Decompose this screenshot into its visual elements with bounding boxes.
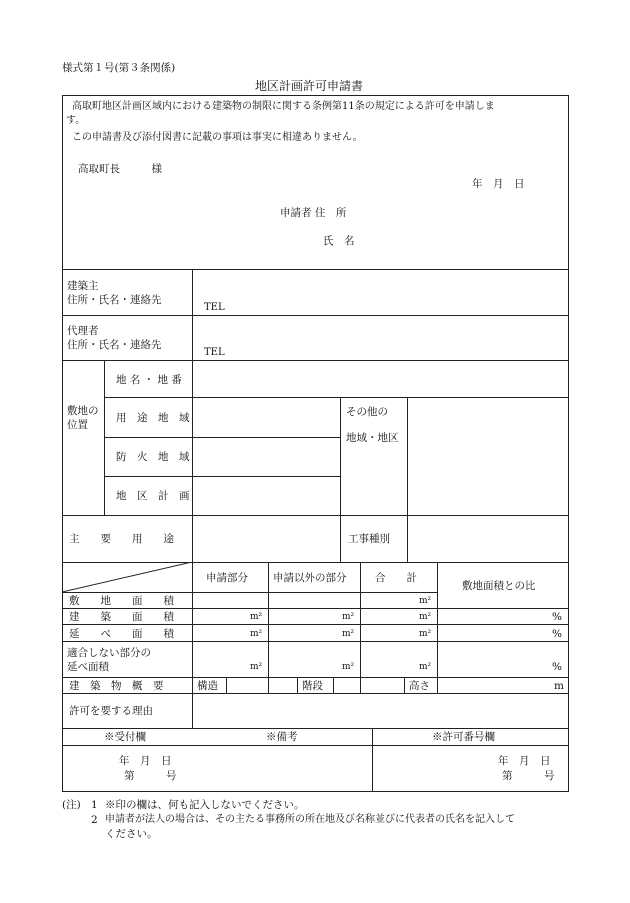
unit-m2: m²	[419, 596, 432, 606]
permit-number: 第 号	[502, 770, 555, 782]
unit-m2: m²	[342, 612, 355, 622]
other-zone-label-2: 地域・地区	[346, 432, 399, 444]
note-2-cont: ください。	[105, 828, 158, 840]
work-type-label: 工事種別	[348, 533, 390, 545]
declaration-text-2: この申請書及び添付図書に記載の事項は事実に相違ありません。	[72, 132, 363, 143]
applicant-address-label[interactable]: 申請者 住 所	[280, 207, 347, 219]
applicant-name-label[interactable]: 氏 名	[323, 235, 355, 247]
note-1-number: 1	[91, 799, 98, 811]
unit-m2: m²	[250, 629, 263, 639]
agent-sublabel: 住所・氏名・連絡先	[67, 339, 162, 351]
height-label: 高さ	[409, 680, 430, 692]
note-2-number: 2	[91, 814, 98, 826]
addressee: 高取町長 様	[78, 163, 162, 175]
header-applied-part: 申請部分	[206, 572, 248, 584]
owner-sublabel: 住所・氏名・連絡先	[67, 294, 162, 306]
row-noncompliant-2: 延べ面積	[67, 661, 109, 673]
permit-date: 年 月 日	[498, 755, 551, 767]
building-summary-label: 建 築 物 概 要	[69, 680, 164, 692]
header-other-part: 申請以外の部分	[273, 572, 347, 584]
unit-percent: %	[552, 611, 562, 623]
owner-tel[interactable]: TEL	[204, 302, 225, 313]
reason-label: 許可を要する理由	[69, 705, 153, 717]
site-label: 敷地の	[67, 405, 99, 417]
unit-percent: %	[552, 628, 562, 640]
owner-label: 建築主	[67, 280, 99, 292]
diagonal-line	[62, 562, 192, 592]
structure-label: 構造	[197, 680, 218, 692]
header-site-ratio: 敷地面積との比	[462, 580, 536, 592]
district-plan-label: 地 区 計 画	[116, 490, 190, 502]
row-site-area: 敷 地 面 積	[69, 595, 174, 607]
row-building-area: 建 築 面 積	[69, 611, 174, 623]
fire-zone-label: 防 火 地 域	[116, 451, 190, 463]
unit-m2: m²	[419, 629, 432, 639]
unit-m2: m²	[342, 629, 355, 639]
unit-m2: m²	[250, 662, 263, 672]
unit-m2: m²	[419, 662, 432, 672]
row-floor-area: 延 べ 面 積	[69, 628, 174, 640]
site-label-2: 位置	[67, 419, 88, 431]
reception-number: 第 号	[124, 770, 177, 782]
other-zone-label: その他の	[346, 406, 388, 418]
remarks-header: ※備考	[266, 731, 298, 743]
use-zone-label: 用 途 地 域	[116, 412, 190, 424]
agent-tel[interactable]: TEL	[204, 347, 225, 358]
declaration-date: 年 月 日	[472, 178, 525, 190]
main-use-label: 主 要 用 途	[69, 533, 174, 545]
header-total: 合 計	[375, 572, 417, 584]
form-title: 地区計画許可申請書	[255, 79, 364, 93]
floors-label: 階段	[302, 680, 323, 692]
notes-prefix: (注)	[62, 799, 81, 811]
permit-number-header: ※許可番号欄	[432, 731, 495, 743]
declaration-text-1b: す。	[66, 115, 86, 126]
unit-percent: %	[552, 661, 562, 673]
form-number-label: 様式第１号(第３条関係)	[62, 62, 176, 74]
reception-date: 年 月 日	[119, 755, 172, 767]
unit-m2: m²	[250, 612, 263, 622]
unit-m2: m²	[342, 662, 355, 672]
declaration-text-1: 高取町地区計画区域内における建築物の制限に関する条例第11条の規定による許可を申請しま	[72, 101, 495, 112]
agent-label: 代理者	[67, 325, 99, 337]
row-noncompliant: 適合しない部分の	[67, 647, 151, 659]
note-1: ※印の欄は、何も記入しないでください。	[105, 799, 305, 811]
reception-header: ※受付欄	[104, 731, 146, 743]
unit-m2: m²	[419, 612, 432, 622]
lot-label: 地 名 ・ 地 番	[116, 374, 182, 386]
note-2: 申請者が法人の場合は、その主たる事務所の所在地及び名称並びに代表者の氏名を記入して	[105, 814, 515, 825]
unit-meter: m	[554, 680, 564, 692]
